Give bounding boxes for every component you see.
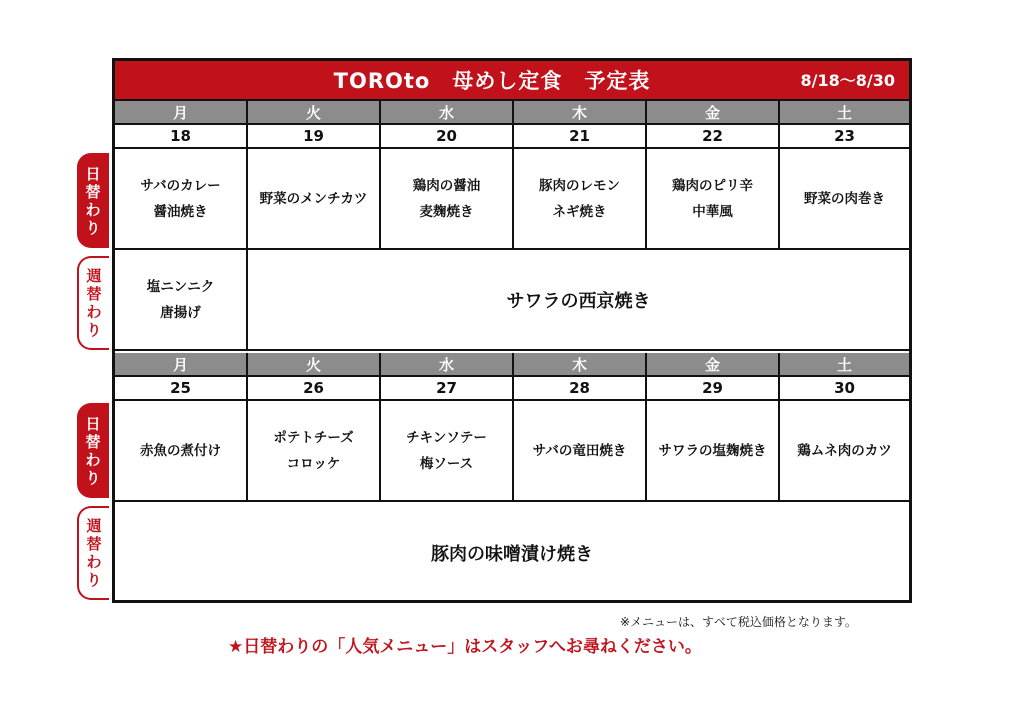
- weekday-tue: 火: [248, 101, 381, 125]
- weekly-tag-week2: [77, 506, 109, 600]
- menu-line: 鶏ムネ肉のカツ: [797, 442, 892, 459]
- tag-char: わ: [85, 200, 101, 219]
- tag-char: り: [86, 571, 102, 589]
- menu-line: ネギ焼き: [552, 203, 607, 220]
- daily-menu-cell: [514, 149, 647, 250]
- tag-char: わ: [85, 450, 101, 469]
- date-row: [115, 125, 909, 149]
- daily-menu-row: [115, 149, 909, 250]
- menu-line: サバの竜田焼き: [532, 442, 627, 459]
- menu-line: 中華風: [692, 203, 733, 220]
- menu-line: 豚肉のレモン: [539, 177, 620, 194]
- weekday-thu: 木: [514, 101, 647, 125]
- tag-char: 週: [86, 267, 102, 285]
- weekly-main-cell: 豚肉の味噌漬け焼き: [431, 543, 593, 565]
- title-bar: [115, 61, 909, 101]
- daily-menu-cell: [780, 149, 909, 250]
- tag-char: 日: [85, 414, 101, 433]
- menu-line: 唐揚げ: [160, 304, 201, 321]
- menu-line: ポテトチーズ: [273, 429, 354, 446]
- tag-char: 替: [85, 432, 101, 451]
- daily-menu-cell: [248, 401, 381, 502]
- date-row: [115, 377, 909, 401]
- daily-tag-week2: [77, 403, 109, 498]
- date-cell: 28: [514, 377, 647, 401]
- week2-block: [115, 353, 909, 603]
- weekday-wed: 水: [381, 353, 514, 377]
- date-cell: 29: [647, 377, 780, 401]
- date-cell: 19: [248, 125, 381, 149]
- menu-line: サワラの塩麹焼き: [658, 442, 767, 459]
- weekday-thu: 木: [514, 353, 647, 377]
- weekday-sat: 土: [780, 353, 909, 377]
- daily-menu-cell: [514, 401, 647, 502]
- tag-char: 週: [86, 517, 102, 535]
- weekday-tue: 火: [248, 353, 381, 377]
- weekday-mon: 月: [115, 353, 248, 377]
- menu-line: 梅ソース: [419, 455, 474, 472]
- menu-line: 鶏肉のピリ辛: [672, 177, 753, 194]
- menu-line: 赤魚の煮付け: [140, 442, 221, 459]
- weekday-header-row: [115, 101, 909, 125]
- date-cell: 26: [248, 377, 381, 401]
- daily-menu-cell: [248, 149, 381, 250]
- period-label: 8/18〜8/30: [800, 71, 895, 90]
- tag-char: り: [86, 321, 102, 339]
- menu-line: 麦麹焼き: [419, 203, 474, 220]
- weekly-menu-row: [115, 250, 909, 351]
- weekday-mon: 月: [115, 101, 248, 125]
- weekly-main-cell: サワラの西京焼き: [248, 250, 909, 351]
- tag-char: 替: [86, 285, 102, 303]
- weekday-fri: 金: [647, 101, 780, 125]
- date-cell: 22: [647, 125, 780, 149]
- date-cell: 21: [514, 125, 647, 149]
- daily-menu-cell: [647, 149, 780, 250]
- tag-char: 日: [85, 164, 101, 183]
- menu-line: チキンソテー: [406, 429, 487, 446]
- tax-note: ※メニューは、すべて税込価格となります。: [620, 615, 857, 629]
- daily-menu-row: [115, 401, 909, 502]
- menu-line: 野菜のメンチカツ: [259, 190, 368, 207]
- date-cell: 18: [115, 125, 248, 149]
- tag-char: わ: [86, 303, 102, 321]
- menu-line: 鶏肉の醤油: [412, 177, 481, 194]
- menu-line: サバのカレー: [140, 177, 221, 194]
- popular-menu-note: ★日替わりの「人気メニュー」はスタッフへお尋ねください。: [228, 637, 702, 657]
- tag-char: 替: [85, 182, 101, 201]
- menu-line: コロッケ: [286, 455, 341, 472]
- daily-menu-cell: [780, 401, 909, 502]
- weekly-first-cell: [115, 250, 248, 351]
- weekday-header-row: [115, 353, 909, 377]
- weekday-fri: 金: [647, 353, 780, 377]
- daily-menu-cell: [647, 401, 780, 502]
- tag-char: わ: [86, 553, 102, 571]
- weekday-wed: 水: [381, 101, 514, 125]
- daily-menu-cell: [381, 149, 514, 250]
- tag-char: り: [85, 218, 101, 237]
- weekly-menu-row: [115, 502, 909, 603]
- date-cell: 27: [381, 377, 514, 401]
- menu-line: 塩ニンニク: [146, 278, 215, 295]
- date-cell: 25: [115, 377, 248, 401]
- menu-schedule-table: [112, 58, 912, 603]
- weekday-sat: 土: [780, 101, 909, 125]
- week1-block: [115, 101, 909, 351]
- daily-menu-cell: [381, 401, 514, 502]
- daily-menu-cell: [115, 401, 248, 502]
- tag-char: 替: [86, 535, 102, 553]
- page-title: TOROto 母めし定食 予定表: [333, 69, 651, 93]
- date-cell: 30: [780, 377, 909, 401]
- weekly-tag-week1: [77, 256, 109, 350]
- menu-line: 醤油焼き: [153, 203, 208, 220]
- date-cell: 23: [780, 125, 909, 149]
- menu-line: 野菜の肉巻き: [804, 190, 885, 207]
- daily-tag-week1: [77, 153, 109, 248]
- tag-char: り: [85, 468, 101, 487]
- date-cell: 20: [381, 125, 514, 149]
- daily-menu-cell: [115, 149, 248, 250]
